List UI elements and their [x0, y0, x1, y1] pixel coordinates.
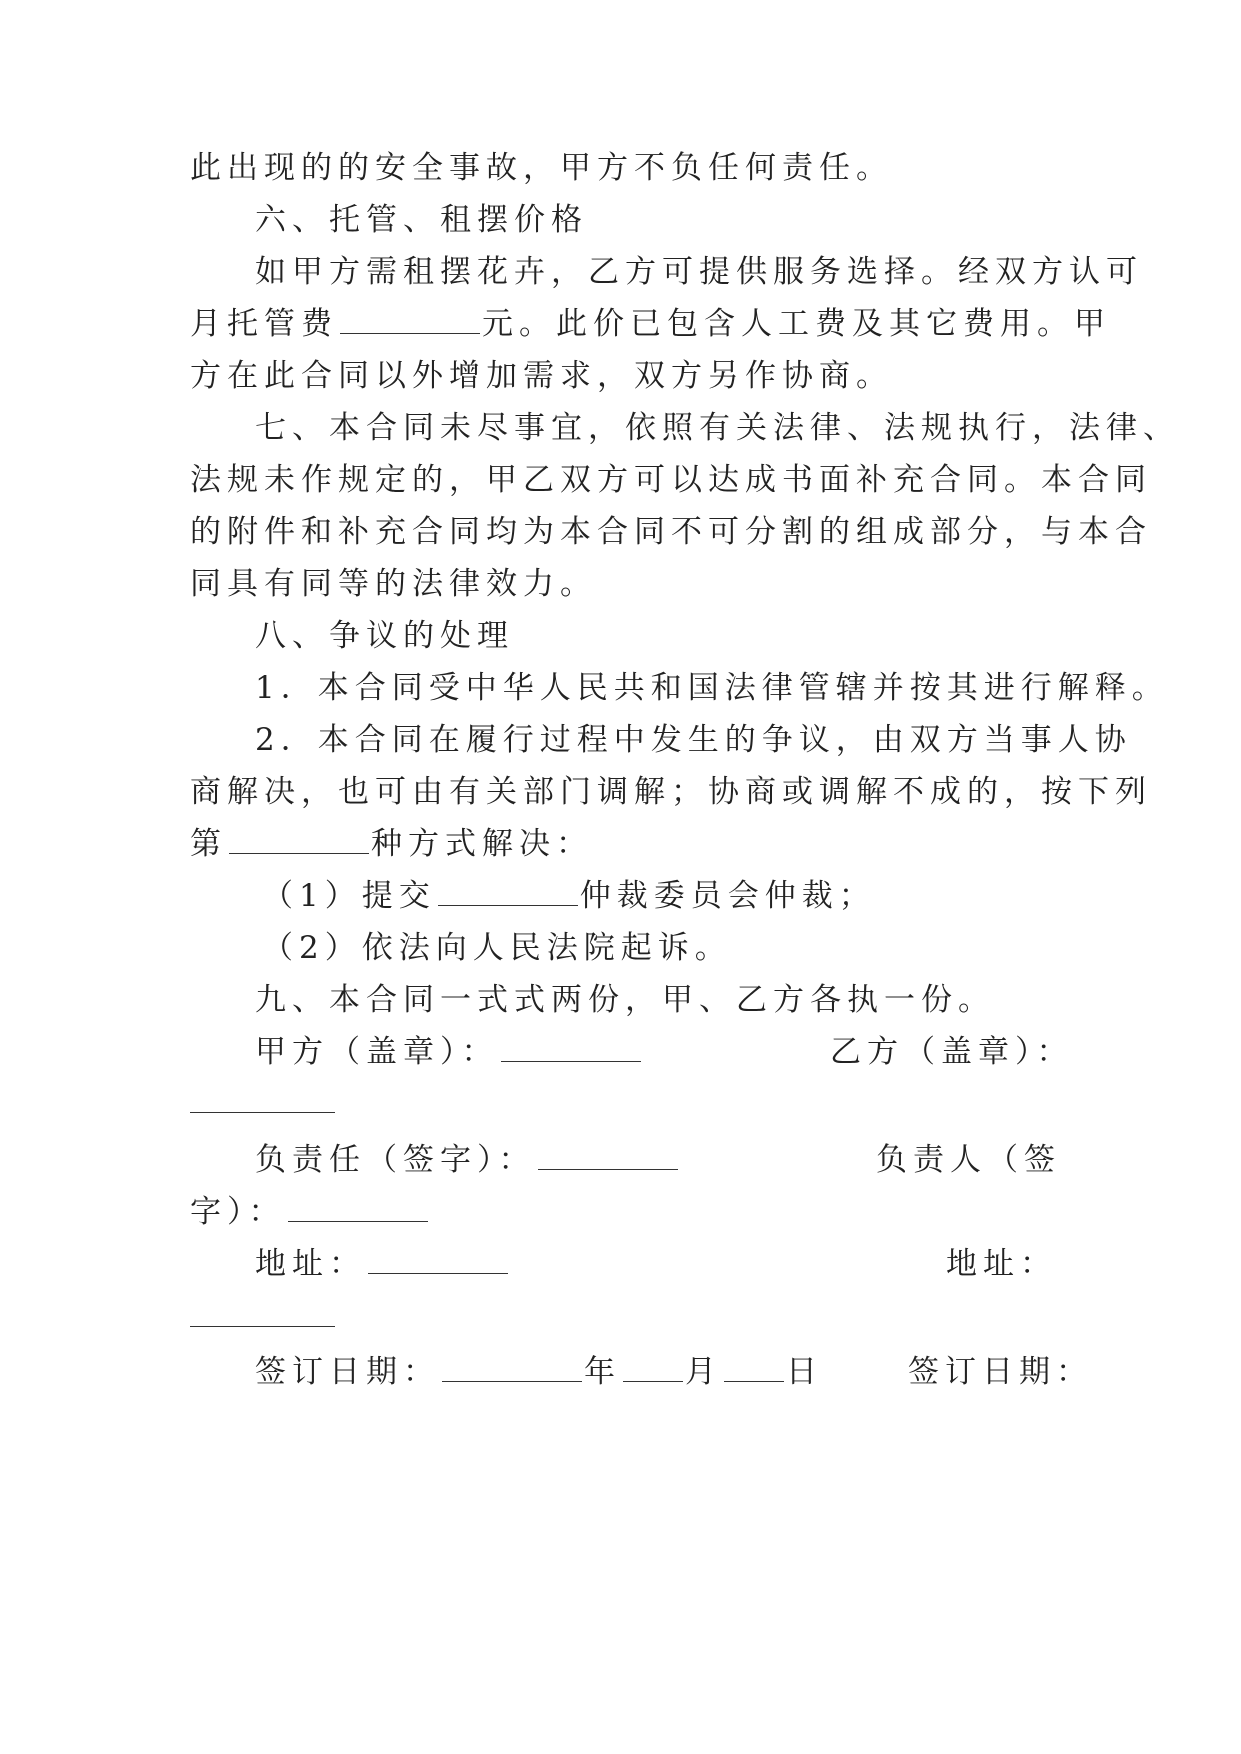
paragraph-line: 同具有同等的法律效力。 — [190, 566, 597, 602]
fill-in-blank-method-number[interactable] — [229, 825, 369, 854]
clause-item-2: 2．本合同在履行过程中发生的争议，由双方当事人协 — [255, 722, 1132, 758]
section-heading-six: 六、托管、租摆价格 — [255, 202, 588, 238]
day-blank[interactable] — [724, 1353, 784, 1382]
party-a-person-label: 负责任（签字）： — [255, 1142, 536, 1178]
section-heading-seven: 七、本合同未尽事宜，依照有关法律、法规执行，法律、 — [255, 410, 1180, 446]
party-a-person-blank[interactable] — [538, 1141, 678, 1170]
party-b-address-label: 地址： — [946, 1246, 1057, 1282]
fill-in-blank-monthly-fee[interactable] — [340, 305, 480, 334]
text-fragment: 仲裁委员会仲裁； — [579, 878, 876, 914]
party-a-address-label: 地址： — [255, 1246, 366, 1282]
party-a-seal-label: 甲方（盖章）： — [255, 1034, 499, 1070]
paragraph-line: 法规未作规定的，甲乙双方可以达成书面补充合同。本合同 — [190, 462, 1152, 498]
party-a-address-line — [255, 1244, 510, 1284]
paragraph-line — [190, 304, 1111, 344]
option-item-2: （2）依法向人民法院起诉。 — [262, 930, 732, 966]
party-a-date-line — [255, 1352, 823, 1392]
party-a-address-blank[interactable] — [368, 1245, 508, 1274]
party-b-address-blank[interactable] — [190, 1326, 335, 1327]
party-a-person-line — [255, 1140, 680, 1180]
fill-in-blank-arbitration-committee[interactable] — [438, 877, 578, 906]
party-b-date-label: 签订日期： — [908, 1354, 1093, 1390]
party-a-date-label: 签订日期： — [255, 1354, 440, 1390]
month-blank[interactable] — [623, 1353, 683, 1382]
party-b-person-line — [190, 1192, 430, 1232]
party-b-person-label: 负责人（签 — [876, 1142, 1061, 1178]
paragraph-line: 此出现的的安全事故，甲方不负任何责任。 — [190, 150, 893, 186]
year-label: 年 — [584, 1354, 621, 1390]
paragraph-line — [190, 824, 593, 864]
paragraph-line: 方在此合同以外增加需求，双方另作协商。 — [190, 358, 893, 394]
text-fragment: 月托管费 — [190, 306, 338, 342]
text-fragment: 元。此价已包含人工费及其它费用。甲 — [482, 306, 1111, 342]
party-b-seal-label: 乙方（盖章）： — [830, 1034, 1074, 1070]
section-heading-nine: 九、本合同一式式两份，甲、乙方各执一份。 — [255, 982, 995, 1018]
year-blank[interactable] — [442, 1353, 582, 1382]
paragraph-line: 如甲方需租摆花卉，乙方可提供服务选择。经双方认可 — [255, 254, 1143, 290]
clause-item-1: 1．本合同受中华人民共和国法律管辖并按其进行解释。 — [255, 670, 1169, 706]
text-fragment: 种方式解决： — [371, 826, 593, 862]
text-fragment: （1）提交 — [262, 878, 436, 914]
party-b-person-blank[interactable] — [288, 1193, 428, 1222]
section-heading-eight: 八、争议的处理 — [255, 618, 514, 654]
option-item-1 — [262, 876, 876, 916]
paragraph-line: 的附件和补充合同均为本合同不可分割的组成部分，与本合 — [190, 514, 1152, 550]
party-b-seal-blank[interactable] — [190, 1112, 335, 1113]
party-a-seal-line — [255, 1032, 643, 1072]
paragraph-line: 商解决，也可由有关部门调解；协商或调解不成的，按下列 — [190, 774, 1152, 810]
text-fragment: 第 — [190, 826, 227, 862]
month-label: 月 — [685, 1354, 722, 1390]
day-label: 日 — [786, 1354, 823, 1390]
party-b-person-label-cont: 字）： — [190, 1194, 286, 1230]
party-a-seal-blank[interactable] — [501, 1033, 641, 1062]
